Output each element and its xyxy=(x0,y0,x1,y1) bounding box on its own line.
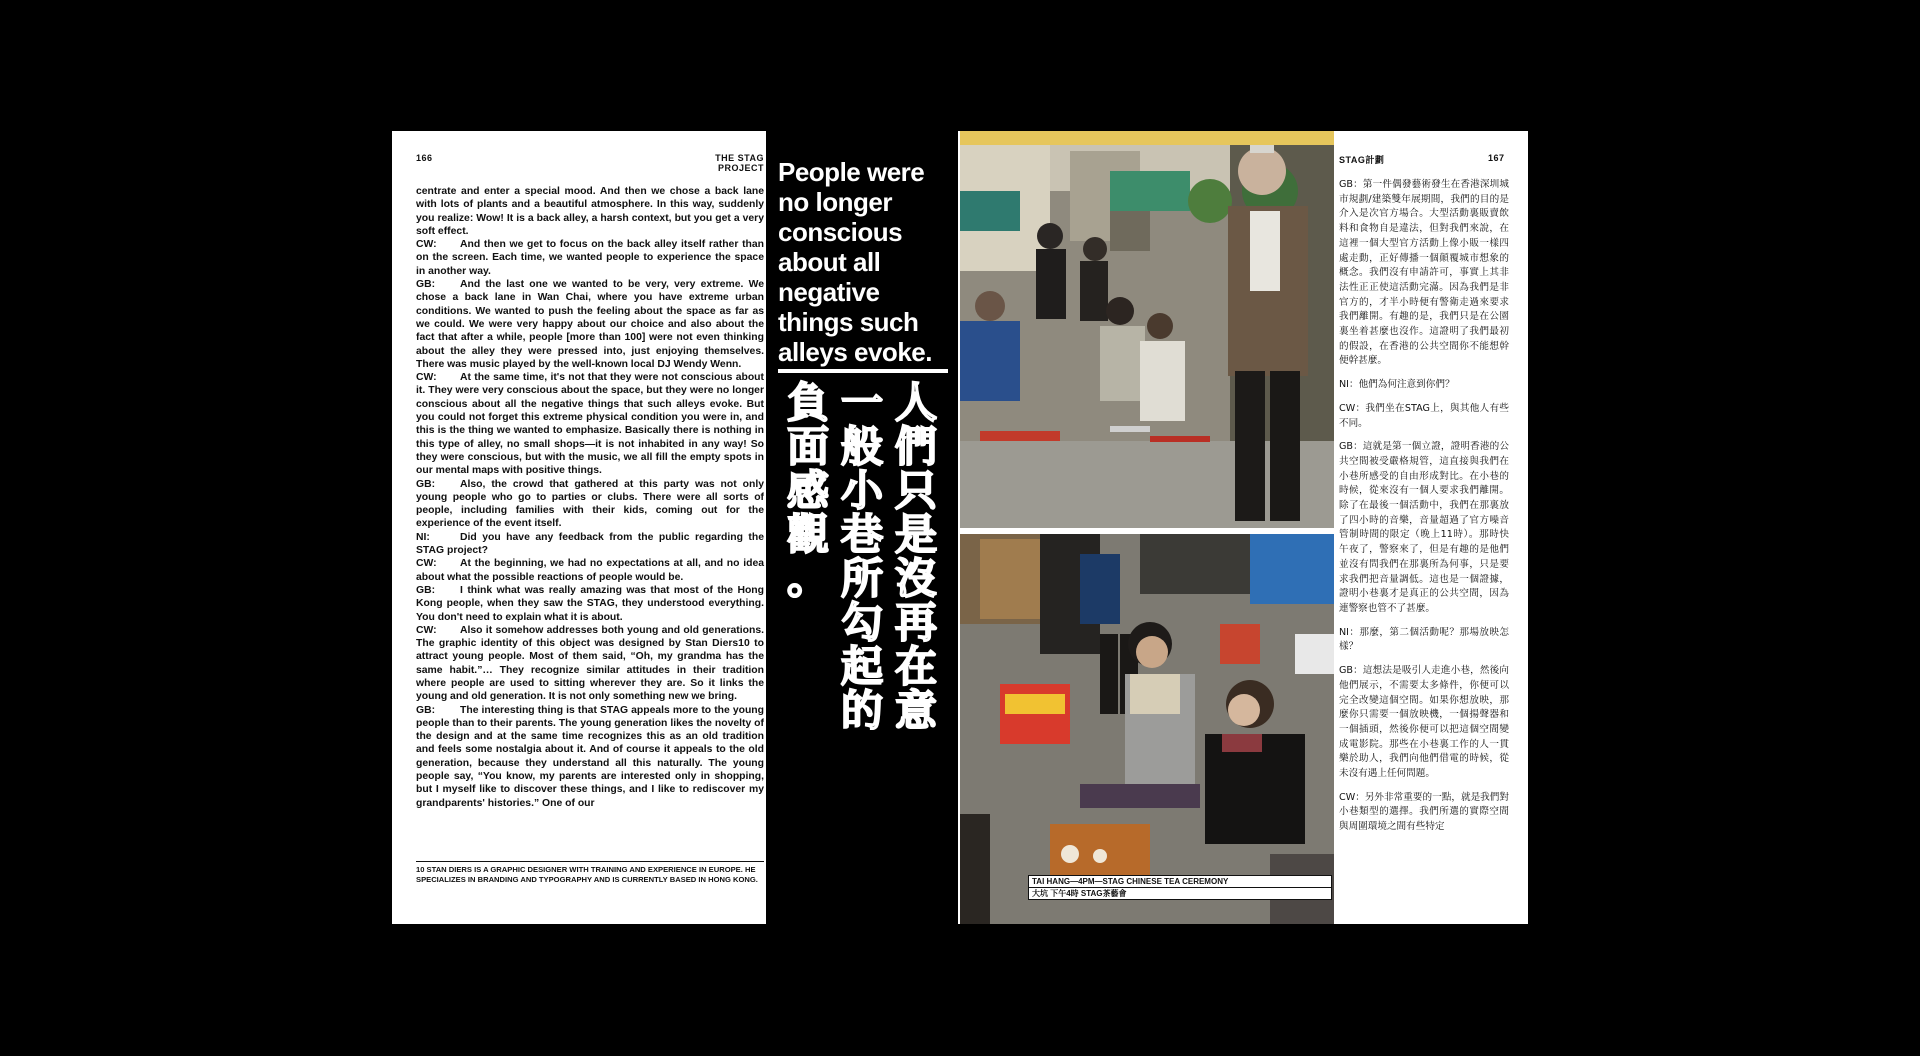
speaker-label: CW: xyxy=(416,624,437,636)
pull-quote-glyph: 面 xyxy=(786,422,829,471)
pull-quote-chinese-column xyxy=(838,378,886,735)
pull-quote-chinese-column xyxy=(892,378,940,735)
pull-quote-glyph: 觀 xyxy=(786,510,829,559)
left-running-title: THE STAG PROJECT xyxy=(715,153,764,173)
right-running-title: STAG計劃 xyxy=(1339,155,1385,165)
pull-quote-glyph: 人 xyxy=(894,378,937,427)
footnote: 10 STAN DIERS IS A GRAPHIC DESIGNER WITH TRAINING AND EXPERIENCE IN EUROPE. HE SPECIALIZES IN BRANDING AND TYPOGRAPHY AND IS CURRENTLY BASED IN HONG KONG. xyxy=(416,865,758,884)
pull-quote-panel xyxy=(766,131,958,924)
right-page-number: 167 xyxy=(1488,153,1505,163)
paragraph: GB：這想法是吸引人走進小巷，然後向他們展示，不需要太多條件，你便可以完全改變這個空間。如果你想放映，那麼你只需要一個放映機，一個揚聲器和一個插頭，然後你便可以把這個空間變成電影院。那些在小巷裏工作的人一貫樂於助人，我們向他們借電的時候，從未沒有遇上任何問題。 xyxy=(1339,665,1509,780)
speaker-label: GB: xyxy=(416,584,436,596)
pull-quote-glyph: 沒 xyxy=(894,554,937,603)
speaker-label: NI: xyxy=(416,531,430,543)
photo-caption xyxy=(1028,875,1332,900)
footnote-divider xyxy=(416,861,764,862)
interview-text-left xyxy=(416,185,764,809)
speaker-label: GB: xyxy=(416,478,436,490)
caption-english: TAI HANG—4PM—STAG CHINESE TEA CEREMONY xyxy=(1028,875,1332,888)
paragraph: CW: At the same time, it's not that they were not conscious about it. They were very conscious about the space, but they were no longer conscious about all the negative things that such alleys evoke. But you could not forget this extreme physical condition you were in, and this is the thing we wanted to emphasize. Basically there is nothing in this type of alley, no small shops—it is not inhabited in any way! So they were conscious, but with the music, we all fill the empty spots in our mental maps with positive things. xyxy=(416,372,764,477)
paragraph: centrate and enter a special mood. And then we chose a back lane with lots of plants and a beautiful atmosphere. In this way, suddenly you realize: Wow! It is a back alley, a harsh context, but you get a very soft effect. xyxy=(416,186,764,237)
pull-quote-glyph: 再 xyxy=(894,598,937,647)
caption-chinese: 大坑 下午4時 STAG茶藝會 xyxy=(1028,888,1332,900)
paragraph: NI：那麼，第二個活動呢？那場放映怎樣？ xyxy=(1339,626,1509,653)
paragraph: CW：我們坐在STAG上，與其他人有些不同。 xyxy=(1339,402,1509,429)
pull-quote-glyph: 意 xyxy=(894,686,937,735)
paragraph: NI: Did you have any feedback from the public regarding the STAG project? xyxy=(416,531,764,557)
paragraph: NI：他們為何注意到你們？ xyxy=(1339,379,1455,391)
speaker-label: GB: xyxy=(416,704,436,716)
alley-tea-gathering-photo xyxy=(960,131,1334,528)
paragraph: CW: Also it somehow addresses both young and old generations. The graphic identity of this object was designed by Stan Diers10 to attract young people. Most of them said, “Oh, my grandma has the same habit.”… They recognize similar attitudes in their tradition where people are used to sitting wherever they are. So it links the young and old generation. It is not only something new we bring. xyxy=(416,624,764,703)
pull-quote-glyph: 負 xyxy=(786,378,829,427)
pull-quote-glyph: 只 xyxy=(894,466,937,515)
pull-quote-glyph: 巷 xyxy=(840,510,883,559)
pull-quote-glyph: 起 xyxy=(840,642,883,691)
left-page-number: 166 xyxy=(416,153,433,163)
pull-quote-glyph: 們 xyxy=(894,422,937,471)
paragraph: GB：這就是第一個立證，證明香港的公共空間被受嚴格規管，這直接與我們在小巷所感受的自由形成對比。在小巷的時候，從來沒有一個人要求我們離開。除了在最後一個活動中，我們在那裏放了四小時的音樂，音量超過了官方噪音管制時間的限定（晚上11時）。那時快午夜了，警察來了，但是有趣的是他們並沒有問我們在那裏所為何事，只是要求我們把音量調低。這也是一個證據，證明小巷裏才是真正的公共空間，因為連警察也管不了甚麼。 xyxy=(1339,441,1509,614)
pull-quote-glyph: 所 xyxy=(840,554,883,603)
paragraph: GB：第一件偶發藝術發生在香港深圳城市規劃/建築雙年展期間，我們的目的是介入是次官方場合。大型活動裏販賣飲料和食物自是違法，但對我們來說，在這裡一個大型官方活動上像小販一樣四處走動，正好傳播一個顛覆城市想象的概念。我們沒有申請許可，事實上其非法性正正使這活動完滿。因為我們是非官方的，才半小時便有警衛走過來要求我們離開。有趣的是，我們只是在公園裏坐着甚麼也沒作。這證明了我們最初的假設，在香港的公共空間你不能想幹便幹甚麼。 xyxy=(1339,179,1509,367)
pull-quote-glyph: 一 xyxy=(840,378,883,427)
pull-quote-chinese-column xyxy=(784,378,832,603)
pull-quote-glyph: 般 xyxy=(840,422,883,471)
speaker-label: GB: xyxy=(416,279,436,291)
pull-quote-glyph: 感 xyxy=(786,466,829,515)
paragraph: CW: At the beginning, we had no expectations at all, and no idea about what the possible reactions of people would be. xyxy=(416,558,764,583)
paragraph: GB: And the last one we wanted to be very, very extreme. We chose a back lane in Wan Chai, where you have extreme urban conditions. We wanted to push the feeling about the space as far as we could. We were very happy about our choice and also about the fact that after a while, people [more than 100] were not even thinking about the alley they were pressed into, just enjoying themselves. There was music played by the well-known local DJ Wendy Wenn. xyxy=(416,279,764,370)
magazine-spread xyxy=(392,131,1528,924)
pull-quote-glyph: 是 xyxy=(894,510,937,559)
paragraph: CW：另外非常重要的一點，就是我們對小巷類型的選擇。我們所選的實際空間與周圍環境之間有些特定 xyxy=(1339,791,1509,833)
paragraph: GB: The interesting thing is that STAG appeals more to the young people than to their parents. The young generation likes the novelty of the design and at the same time recognizes this as an old tradition and feels some nostalgia about it. And of course it appeals to the old generation, because they understand all this naturally. The young people say, “You know, my parents are interested only in shopping, but I myself like to discover these things, and I like to rediscover my grandparents' histories.” One of our xyxy=(416,704,764,809)
pull-quote-glyph: 的 xyxy=(840,686,883,735)
tea-ceremony-photo xyxy=(960,534,1334,924)
interview-text-right xyxy=(1339,178,1509,913)
paragraph: CW: And then we get to focus on the back alley itself rather than on the screen. Each time, we wanted people to experience the space in another way. xyxy=(416,239,764,277)
paragraph: GB: I think what was really amazing was that most of the Hong Kong people, when they saw the STAG, they understood everything. You don't need to explain what it is about. xyxy=(416,584,764,623)
pull-quote-divider xyxy=(778,369,948,373)
pull-quote-glyph: 勾 xyxy=(840,598,883,647)
pull-quote-english: People were no longer conscious about all negative things such alleys evoke. xyxy=(778,157,932,367)
pull-quote-glyph: 小 xyxy=(840,466,883,515)
speaker-label: CW: xyxy=(416,372,437,384)
speaker-label: CW: xyxy=(416,239,437,251)
speaker-label: CW: xyxy=(416,558,437,570)
pull-quote-glyph: 在 xyxy=(894,642,937,691)
paragraph: GB: Also, the crowd that gathered at this party was not only young people who go to parties or clubs. There were all sorts of people, including families with their kids, coming out for the experience of the event itself. xyxy=(416,478,764,530)
pull-quote-glyph: 。 xyxy=(786,554,829,603)
